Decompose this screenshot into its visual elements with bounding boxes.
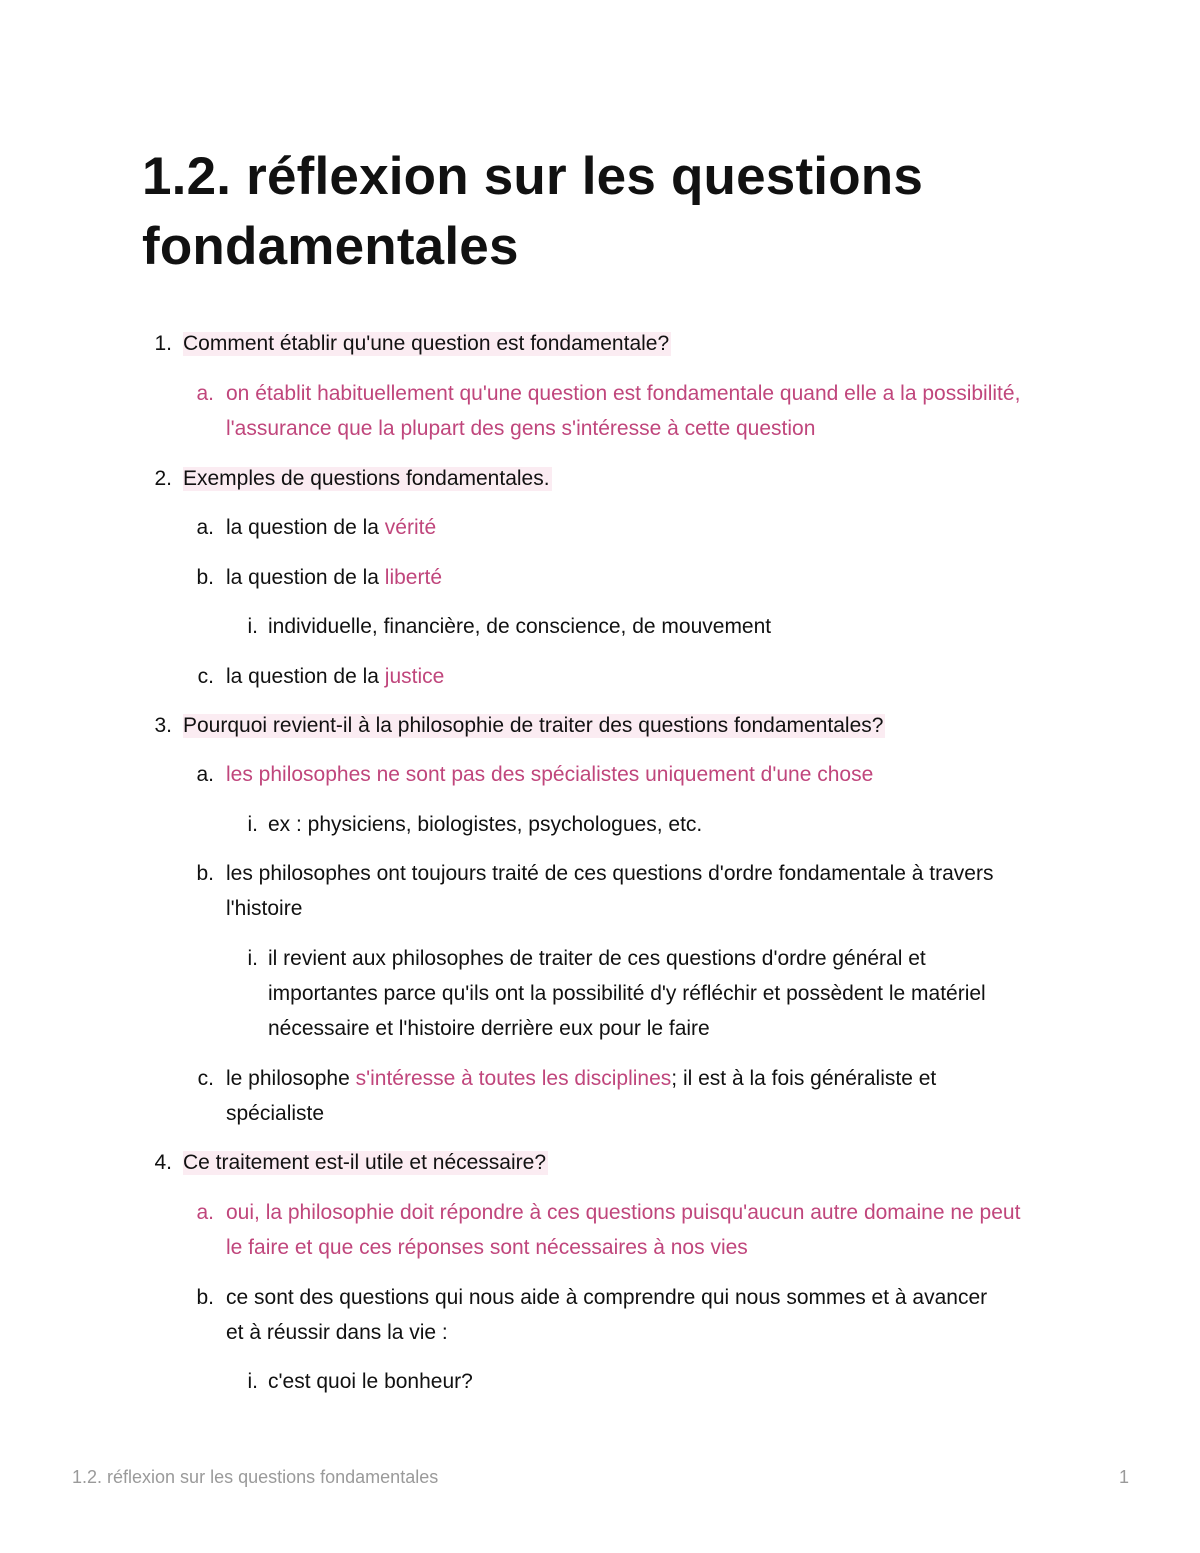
item-text <box>226 560 1026 595</box>
list-marker: 4. <box>154 1151 172 1174</box>
emphasis-text: s'intéresse à toutes les disciplines <box>355 1067 672 1090</box>
list-marker: b. <box>196 862 214 885</box>
emphasis-text: liberté <box>384 566 442 589</box>
question-text <box>183 461 1043 496</box>
item-text-plain: la question de la <box>226 566 385 589</box>
list-marker: i. <box>247 947 258 970</box>
answer-text: oui, la philosophie doit répondre à ces questions puisqu'aucun autre domaine ne peut le faire et que ces réponses sont nécessaires à nos vies <box>226 1201 1021 1259</box>
list-marker: a. <box>196 1201 214 1224</box>
question-highlight: Comment établir qu'une question est fondamentale? <box>183 332 670 355</box>
list-marker: b. <box>196 1286 214 1309</box>
list-marker: 2. <box>154 467 172 490</box>
question-text <box>183 1145 1043 1180</box>
page-title: 1.2. réflexion sur les questions fondamentales <box>142 147 924 276</box>
page-number: 1 <box>1118 1467 1129 1487</box>
question-text <box>183 326 1043 361</box>
list-marker: c. <box>197 665 214 688</box>
footer-title: 1.2. réflexion sur les questions fondamentales <box>72 1467 439 1487</box>
item-text <box>226 659 1026 694</box>
item-text-plain: la question de la <box>226 516 385 539</box>
item-text-plain: la question de la <box>226 665 385 688</box>
list-marker: i. <box>247 813 258 836</box>
question-highlight: Ce traitement est-il utile et nécessaire? <box>183 1151 546 1174</box>
item-text-plain: le philosophe <box>226 1067 356 1090</box>
question-highlight: Pourquoi revient-il à la philosophie de traiter des questions fondamentales? <box>183 714 884 737</box>
list-marker: a. <box>196 382 214 405</box>
item-text-plain: ; il est à la fois généraliste et spécialiste <box>226 1067 937 1125</box>
item-text: individuelle, financière, de conscience, de mouvement <box>268 615 772 638</box>
item-text: il revient aux philosophes de traiter de ces questions d'ordre général et importantes parce qu'ils ont la possibilité d'y réfléchir et possèdent le matériel nécessaire et l'histoire derrière eux pour le faire <box>268 947 986 1040</box>
list-marker: b. <box>196 566 214 589</box>
question-text <box>183 708 1043 743</box>
list-marker: a. <box>196 763 214 786</box>
list-marker: a. <box>196 516 214 539</box>
emphasis-text: justice <box>384 665 445 688</box>
item-text <box>226 1061 1036 1131</box>
list-marker: i. <box>247 615 258 638</box>
question-highlight: Exemples de questions fondamentales. <box>183 467 550 490</box>
item-text: c'est quoi le bonheur? <box>268 1370 473 1393</box>
item-text: ce sont des questions qui nous aide à comprendre qui nous sommes et à avancer et à réussir dans la vie : <box>226 1286 988 1344</box>
item-text: ex : physiciens, biologistes, psychologues, etc. <box>268 813 703 836</box>
answer-text: les philosophes ne sont pas des spécialistes uniquement d'une chose <box>226 763 874 786</box>
list-marker: i. <box>247 1370 258 1393</box>
item-text: les philosophes ont toujours traité de ces questions d'ordre fondamentale à travers l'histoire <box>226 862 994 920</box>
item-text <box>226 510 1026 545</box>
list-marker: c. <box>197 1067 214 1090</box>
emphasis-text: vérité <box>384 516 437 539</box>
answer-text: on établit habituellement qu'une question est fondamentale quand elle a la possibilité, l'assurance que la plupart des gens s'intéresse à cette question <box>226 382 1021 440</box>
list-marker: 3. <box>154 714 172 737</box>
list-marker: 1. <box>154 332 172 355</box>
